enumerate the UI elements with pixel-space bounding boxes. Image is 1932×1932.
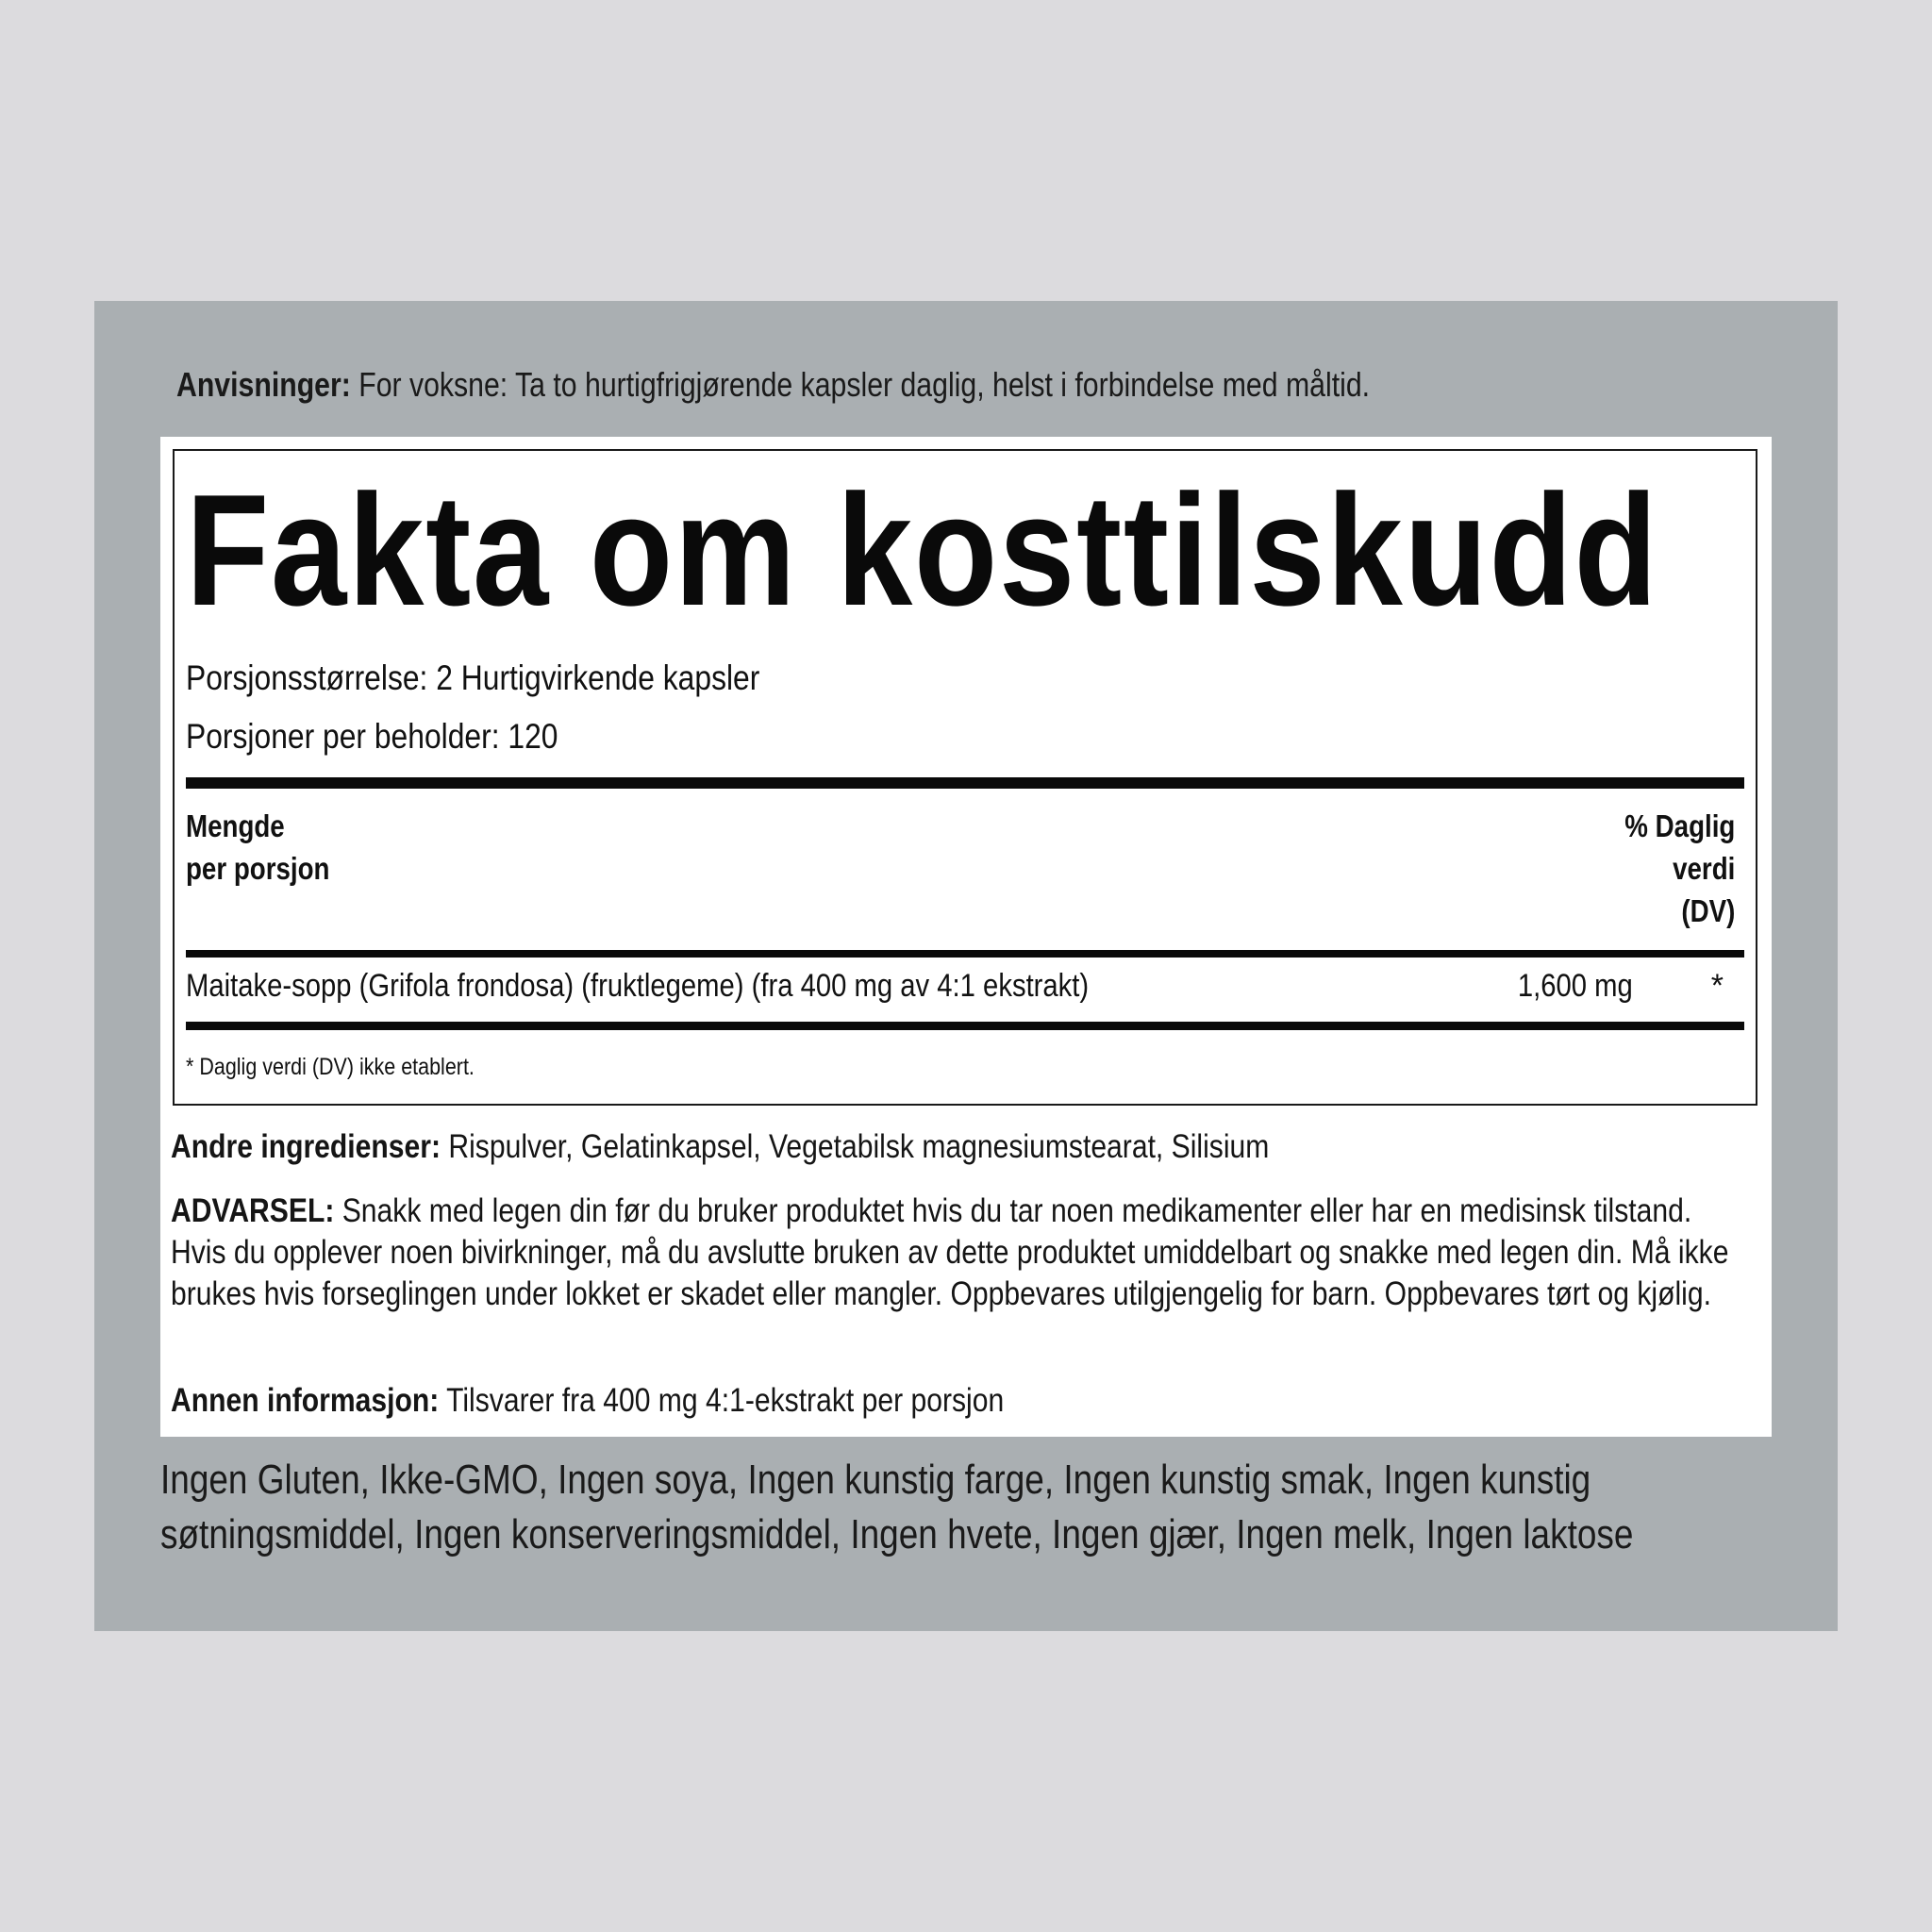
- other-ingredients: [171, 1126, 1753, 1168]
- warning: [171, 1191, 1753, 1315]
- serving-size: Porsjonsstørrelse: 2 Hurtigvirkende kapsler: [186, 658, 760, 697]
- other-information-text: Tilsvarer fra 400 mg 4:1-ekstrakt per porsjon: [439, 1382, 1005, 1419]
- amount-per-serving-header: [186, 805, 329, 890]
- free-from-claims: Ingen Gluten, Ikke-GMO, Ingen soya, Ingen kunstig farge, Ingen kunstig smak, Ingen kunstig søtningsmiddel, Ingen konserveringsmiddel, Ingen hvete, Ingen gjær, Ingen melk, Ingen laktose: [160, 1457, 1634, 1557]
- warning-label: ADVARSEL:: [171, 1192, 335, 1229]
- nutrient-row: [186, 964, 1744, 1008]
- dv-header-line: verdi: [1672, 851, 1735, 886]
- thick-divider: [186, 777, 1744, 789]
- amount-header-line: per porsjon: [186, 851, 330, 886]
- other-information-label: Annen informasjon:: [171, 1382, 440, 1419]
- directions-label: Anvisninger:: [176, 365, 351, 404]
- other-information: [171, 1380, 1753, 1422]
- other-ingredients-label: Andre ingredienser:: [171, 1128, 441, 1165]
- nutrient-daily-value: *: [1710, 968, 1724, 1004]
- dv-header-line: (DV): [1681, 893, 1735, 928]
- directions-body: For voksne: Ta to hurtigfrigjørende kapsler daglig, helst i forbindelse med måltid.: [350, 365, 1371, 404]
- other-ingredients-text: Rispulver, Gelatinkapsel, Vegetabilsk magnesiumstearat, Silisium: [441, 1128, 1270, 1165]
- dv-header-line: % Daglig: [1624, 808, 1735, 843]
- amount-header-line: Mengde: [186, 808, 285, 843]
- daily-value-header: [1624, 805, 1735, 932]
- dv-footnote: * Daglig verdi (DV) ikke etablert.: [186, 1054, 475, 1080]
- warning-text: Snakk med legen din før du bruker produktet hvis du tar noen medikamenter eller har en medisinsk tilstand. Hvis du opplever noen bivirkninger, må du avslutte bruken av dette produktet umiddelbart og snakke med legen din. Må ikke brukes hvis forseglingen under lokket er skadet eller mangler. Oppbevares utilgjengelig for barn. Oppbevares tørt og kjølig.: [171, 1192, 1729, 1312]
- nutrient-name: Maitake-sopp (Grifola frondosa) (fruktlegeme) (fra 400 mg av 4:1 ekstrakt): [186, 968, 1090, 1004]
- servings-per-container: Porsjoner per beholder: 120: [186, 717, 558, 756]
- supplement-facts-box: [173, 449, 1757, 1106]
- nutrient-amount: 1,600 mg: [1518, 968, 1633, 1004]
- medium-divider: [186, 950, 1744, 958]
- medium-divider: [186, 1022, 1744, 1030]
- facts-title: Fakta om kosttilskudd: [186, 461, 1659, 639]
- directions-text: [176, 362, 1571, 408]
